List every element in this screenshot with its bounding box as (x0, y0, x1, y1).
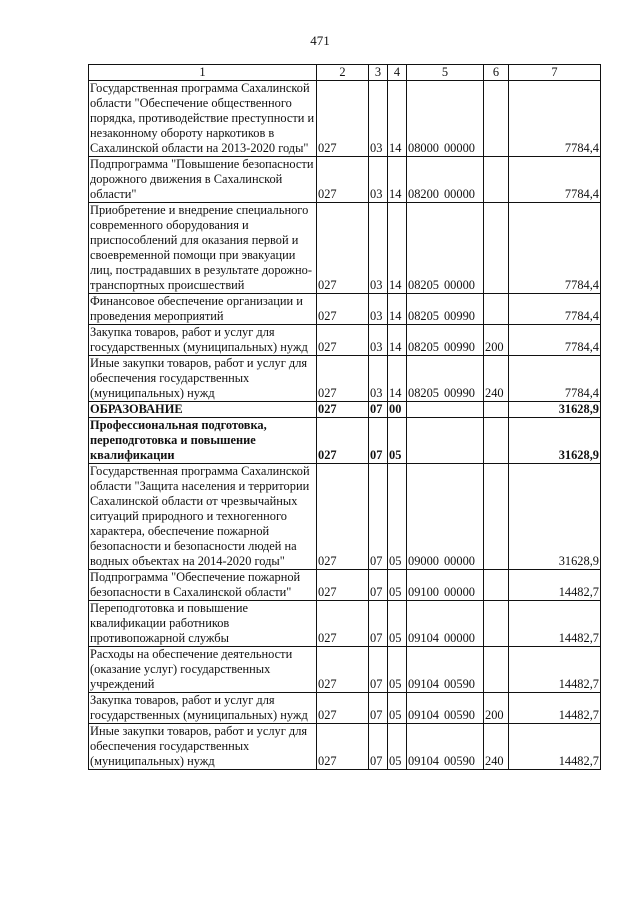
row-csr-program: 08205 (408, 309, 439, 323)
row-rz: 03 (369, 356, 388, 402)
row-name: Закупка товаров, работ и услуг для государственных (муниципальных) нужд (89, 325, 317, 356)
row-grbs: 027 (317, 356, 369, 402)
table-row (89, 724, 601, 770)
row-rz: 07 (369, 601, 388, 647)
row-grbs: 027 (317, 464, 369, 570)
row-csr-direction: 00000 (443, 278, 475, 292)
row-csr (407, 418, 484, 464)
row-pr: 14 (388, 157, 407, 203)
row-vr (484, 81, 509, 157)
header-cell: 6 (484, 65, 509, 81)
row-csr-program: 08205 (408, 340, 439, 354)
table-row (89, 647, 601, 693)
row-vr (484, 402, 509, 418)
table-row (89, 157, 601, 203)
row-amount: 14482,7 (509, 647, 601, 693)
row-pr: 05 (388, 601, 407, 647)
table-row (89, 464, 601, 570)
row-name: Закупка товаров, работ и услуг для государственных (муниципальных) нужд (89, 693, 317, 724)
table-row (89, 570, 601, 601)
row-pr: 14 (388, 203, 407, 294)
row-csr-direction: 00000 (443, 585, 475, 599)
row-csr (407, 157, 484, 203)
row-csr (407, 294, 484, 325)
row-csr-program: 08200 (408, 187, 439, 201)
row-pr: 05 (388, 647, 407, 693)
row-rz: 03 (369, 294, 388, 325)
row-csr-direction: 00590 (443, 708, 475, 722)
row-csr-program: 08205 (408, 278, 439, 292)
row-vr (484, 294, 509, 325)
table-row (89, 601, 601, 647)
row-vr (484, 203, 509, 294)
row-csr-program: 09000 (408, 554, 439, 568)
row-amount: 14482,7 (509, 724, 601, 770)
row-csr (407, 356, 484, 402)
row-vr (484, 157, 509, 203)
row-amount: 31628,9 (509, 402, 601, 418)
row-csr-direction: 00990 (443, 340, 475, 354)
row-name: Переподготовка и повышение квалификации работников противопожарной службы (89, 601, 317, 647)
header-cell: 3 (369, 65, 388, 81)
header-cell: 7 (509, 65, 601, 81)
row-csr-direction: 00990 (443, 309, 475, 323)
row-csr-direction: 00000 (443, 554, 475, 568)
row-name: Подпрограмма "Повышение безопасности дорожного движения в Сахалинской области" (89, 157, 317, 203)
row-amount: 7784,4 (509, 356, 601, 402)
row-csr (407, 81, 484, 157)
row-csr (407, 203, 484, 294)
row-rz: 07 (369, 464, 388, 570)
row-grbs: 027 (317, 570, 369, 601)
row-vr: 240 (484, 356, 509, 402)
row-pr: 14 (388, 325, 407, 356)
row-name: Иные закупки товаров, работ и услуг для обеспечения государственных (муниципальных) нужд (89, 356, 317, 402)
row-pr: 05 (388, 418, 407, 464)
row-vr: 200 (484, 325, 509, 356)
row-pr: 00 (388, 402, 407, 418)
row-name: Приобретение и внедрение специального современного оборудования и приспособлений для оказания первой и своевременной помощи при эвакуации лиц, пострадавших в результате дорожно-транспортных происшествий (89, 203, 317, 294)
header-cell: 1 (89, 65, 317, 81)
budget-table (88, 64, 601, 770)
row-pr: 14 (388, 81, 407, 157)
row-name: Государственная программа Сахалинской области "Защита населения и территории Сахалинской области от чрезвычайных ситуаций природного и техногенного характера, обеспечение пожарной безопасности и безопасности людей на водных объектах на 2014-2020 годы" (89, 464, 317, 570)
row-csr-program: 08205 (408, 386, 439, 400)
row-csr (407, 601, 484, 647)
row-amount: 7784,4 (509, 294, 601, 325)
row-csr (407, 464, 484, 570)
row-name: Государственная программа Сахалинской области "Обеспечение общественного порядка, противодействие преступности и незаконному обороту наркотиков в Сахалинской области на 2013-2020 годы" (89, 81, 317, 157)
row-grbs: 027 (317, 402, 369, 418)
row-csr (407, 693, 484, 724)
row-csr-direction: 00990 (443, 386, 475, 400)
row-vr (484, 418, 509, 464)
row-amount: 7784,4 (509, 81, 601, 157)
row-csr-program: 09104 (408, 677, 439, 691)
row-name: Иные закупки товаров, работ и услуг для обеспечения государственных (муниципальных) нужд (89, 724, 317, 770)
row-name: Расходы на обеспечение деятельности (оказание услуг) государственных учреждений (89, 647, 317, 693)
row-grbs: 027 (317, 418, 369, 464)
table-row (89, 203, 601, 294)
row-csr-program: 09104 (408, 708, 439, 722)
row-grbs: 027 (317, 647, 369, 693)
table-body (89, 81, 601, 770)
row-csr-direction: 00000 (443, 141, 475, 155)
row-grbs: 027 (317, 203, 369, 294)
row-csr-program: 09100 (408, 585, 439, 599)
row-vr: 200 (484, 693, 509, 724)
row-grbs: 027 (317, 601, 369, 647)
row-rz: 07 (369, 647, 388, 693)
row-grbs: 027 (317, 81, 369, 157)
row-rz: 07 (369, 693, 388, 724)
row-vr (484, 570, 509, 601)
row-amount: 14482,7 (509, 601, 601, 647)
row-amount: 31628,9 (509, 418, 601, 464)
table-row (89, 325, 601, 356)
table-row (89, 693, 601, 724)
row-csr (407, 647, 484, 693)
row-grbs: 027 (317, 294, 369, 325)
row-rz: 03 (369, 157, 388, 203)
row-name: ОБРАЗОВАНИЕ (89, 402, 317, 418)
row-pr: 05 (388, 724, 407, 770)
row-amount: 31628,9 (509, 464, 601, 570)
row-pr: 14 (388, 356, 407, 402)
row-rz: 07 (369, 402, 388, 418)
header-cell: 5 (407, 65, 484, 81)
table-header (89, 65, 601, 81)
header-cell: 4 (388, 65, 407, 81)
table-row (89, 418, 601, 464)
row-pr: 05 (388, 693, 407, 724)
row-rz: 03 (369, 325, 388, 356)
row-csr-program: 09104 (408, 754, 439, 768)
row-name: Профессиональная подготовка, переподготовка и повышение квалификации (89, 418, 317, 464)
row-grbs: 027 (317, 325, 369, 356)
row-name: Финансовое обеспечение организации и проведения мероприятий (89, 294, 317, 325)
row-amount: 7784,4 (509, 203, 601, 294)
row-grbs: 027 (317, 724, 369, 770)
row-csr-direction: 00000 (443, 187, 475, 201)
row-csr (407, 724, 484, 770)
table-row (89, 294, 601, 325)
row-csr (407, 402, 484, 418)
row-csr-direction: 00590 (443, 677, 475, 691)
row-pr: 05 (388, 464, 407, 570)
row-vr: 240 (484, 724, 509, 770)
table-row (89, 402, 601, 418)
row-vr (484, 601, 509, 647)
row-pr: 14 (388, 294, 407, 325)
row-amount: 7784,4 (509, 325, 601, 356)
row-rz: 07 (369, 724, 388, 770)
header-row (89, 65, 601, 81)
row-grbs: 027 (317, 157, 369, 203)
row-rz: 03 (369, 203, 388, 294)
row-pr: 05 (388, 570, 407, 601)
table-row (89, 356, 601, 402)
table-row (89, 81, 601, 157)
row-vr (484, 647, 509, 693)
row-amount: 14482,7 (509, 693, 601, 724)
row-rz: 03 (369, 81, 388, 157)
row-csr (407, 325, 484, 356)
row-vr (484, 464, 509, 570)
row-csr-direction: 00000 (443, 631, 475, 645)
row-amount: 14482,7 (509, 570, 601, 601)
row-amount: 7784,4 (509, 157, 601, 203)
row-csr (407, 570, 484, 601)
page-number: 471 (310, 33, 330, 48)
header-cell: 2 (317, 65, 369, 81)
row-csr-program: 09104 (408, 631, 439, 645)
row-grbs: 027 (317, 693, 369, 724)
row-name: Подпрограмма "Обеспечение пожарной безопасности в Сахалинской области" (89, 570, 317, 601)
row-csr-direction: 00590 (443, 754, 475, 768)
row-rz: 07 (369, 570, 388, 601)
row-rz: 07 (369, 418, 388, 464)
row-csr-program: 08000 (408, 141, 439, 155)
